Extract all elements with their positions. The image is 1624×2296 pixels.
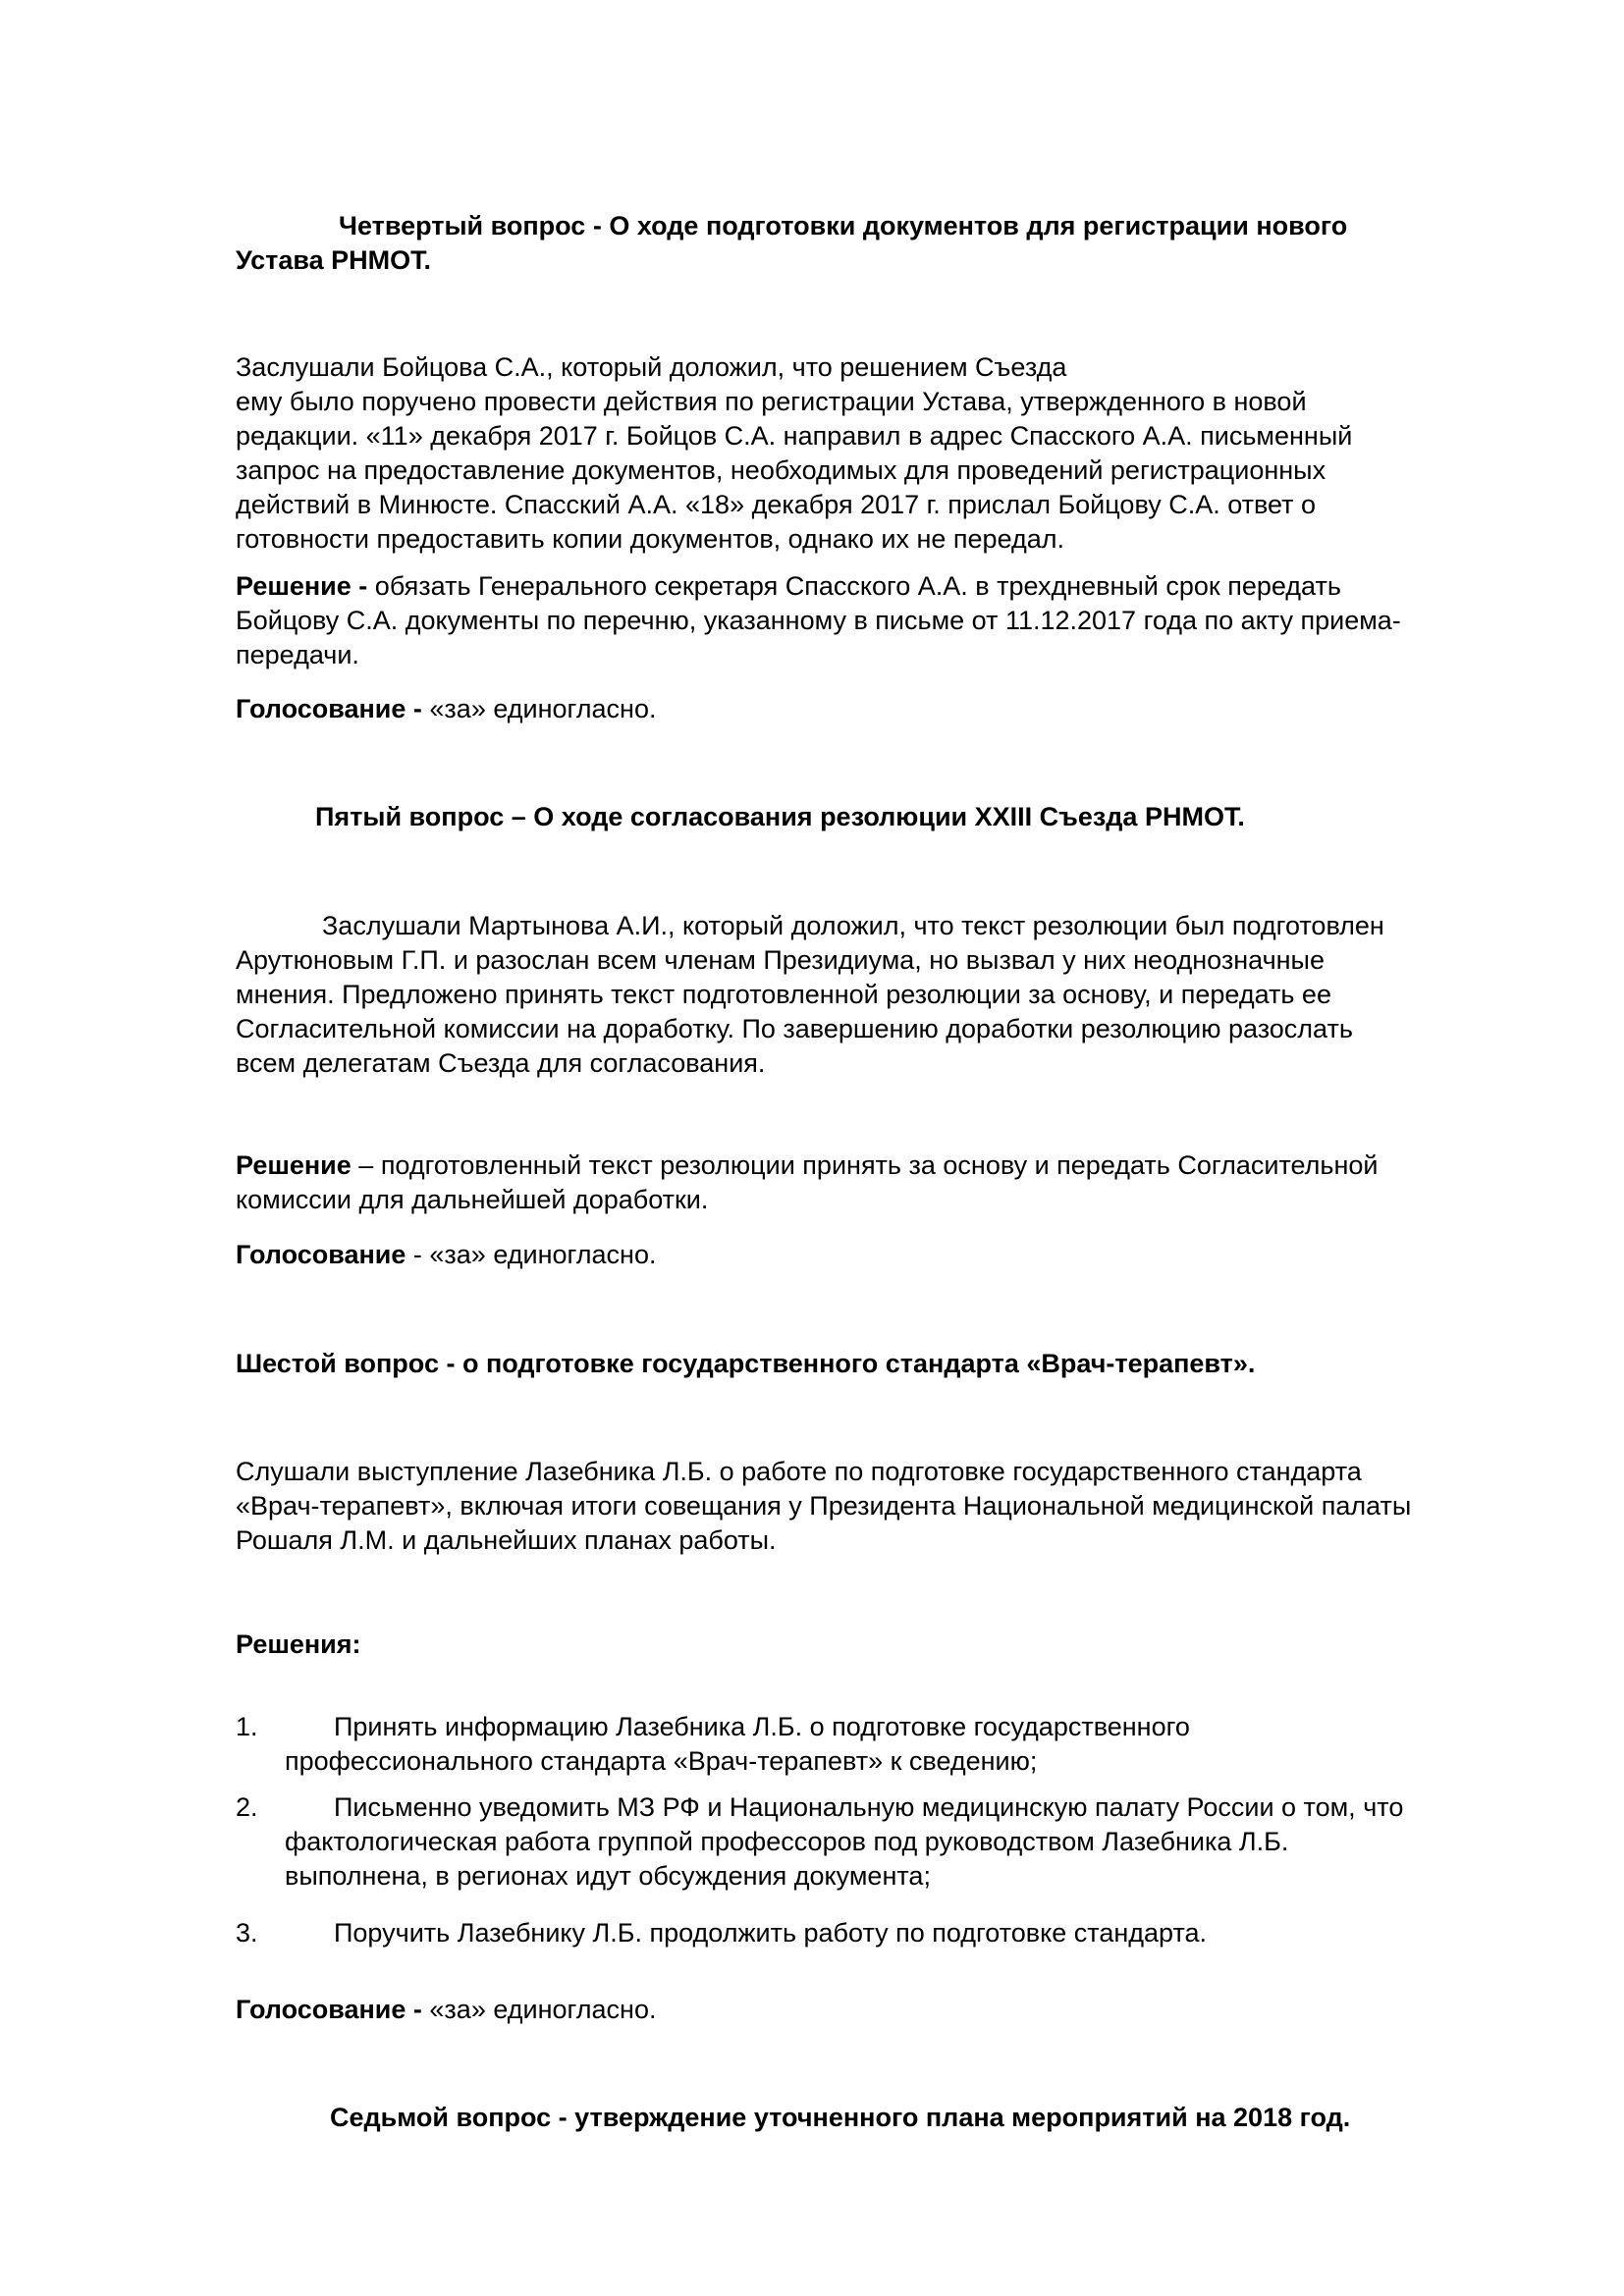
list-number: 1. bbox=[236, 1712, 258, 1741]
q5-heading: Пятый вопрос – О ходе согласования резолюции XXIII Съезда РНМОТ. bbox=[315, 802, 1245, 831]
decision-label: Решение - bbox=[236, 571, 368, 601]
list-number: 2. bbox=[236, 1792, 258, 1822]
decision-label: Решение bbox=[236, 1150, 352, 1180]
q5-vote: Голосование - «за» единогласно. bbox=[236, 1240, 657, 1269]
q4-vote: Голосование - «за» единогласно. bbox=[236, 694, 657, 723]
q6-heading: Шестой вопрос - о подготовке государственного стандарта «Врач-терапевт». bbox=[236, 1349, 1256, 1378]
document-page: Четвертый вопрос - О ходе подготовки документов для регистрации нового Устава РНМОТ. Заслушали Бойцова С.А., который доложил, что решением Съезда ему было поручено провести действия по регистрации Устава, утвержденного в новой редакции. «11» декабря 2017 г. Бойцов С.А. направил в адрес Спасского А.А. письменный запрос на предоставление документов, необходимых для проведений регистрационных действий в Минюсте. Спасский А.А. «18» декабря 2017 г. прислал Бойцову С.А. ответ о готовности предоставить копии документов, однако их не передал. Решение - обязать Генерального секретаря Спасского А.А. в трехдневный срок передать Бойцову С.А. документы по перечню, указанному в письме от 11.12.2017 года по акту приема- передачи. Голосование - «за» единогласно. Пятый вопрос – О ходе согласования резолюции XXIII Съезда РНМОТ. Заслушали Мартынова А.И., который доложил, что текст резолюции был подготовлен Арутюновым Г.П. и разослан всем членам Президиума, но вызвал у них неоднозначные мнения. Предложено принять текст подготовленной резолюции за основу, и передать ее Согласительной комиссии на доработку. По завершению доработки резолюцию разослать всем делегатам Съезда для согласования. Решение – подготовленный текст резолюции принять за основу и передать Согласительной комиссии для дальнейшей доработки. Голосование - «за» единогласно. Шестой вопрос - о подготовке государственного стандарта «Врач-терапевт». Слушали выступление Лазебника Л.Б. о работе по подготовке государственного стандарта «Врач-терапевт», включая итоги совещания у Президента Национальной медицинской палаты Рошаля Л.М. и дальнейших планах работы. Решения: 1. Принять информацию Лазебника Л.Б. о подготовке государственного профессионального стандарта «Врач-терапевт» к сведению; 2. Письменно уведомить МЗ РФ и Национальную медицинскую палату России о том, что фактологическая работа группой профессоров под руководством Лазебника Л.Б. выполнена, в регионах идут обсуждения документа; 3. Поручить Лазебнику Л.Б. продолжить работу по подготовке стандарта. Голосование - «за» единогласно. Седьмой вопрос - утверждение уточненного плана мероприятий на 2018 год. bbox=[0, 0, 1624, 2296]
q7-heading: Седьмой вопрос - утверждение уточненного плана мероприятий на 2018 год. bbox=[330, 2103, 1351, 2132]
vote-label: Голосование - bbox=[236, 694, 422, 723]
vote-label: Голосование - bbox=[236, 1995, 422, 2024]
q4-paragraph: Заслушали Бойцова С.А., который доложил, что решением Съезда ему было поручено провести действия по регистрации Устава, утвержденного в новой редакции. «11» декабря 2017 г. Бойцов С.А. направил в адрес Спасского А.А. письменный запрос на предоставление документов, необходимых для проведений регистрационных действий в Минюсте. Спасский А.А. «18» декабря 2017 г. прислал Бойцову С.А. ответ о готовности предоставить копии документов, однако их не передал. bbox=[236, 352, 1353, 554]
q5-paragraph: Заслушали Мартынова А.И., который доложил, что текст резолюции был подготовлен Арутюновым Г.П. и разослан всем членам Президиума, но вызвал у них неоднозначные мнения. Предложено принять текст подготовленной резолюции за основу, и передать ее Согласительной комиссии на доработку. По завершению доработки резолюцию разослать всем делегатам Съезда для согласования. bbox=[236, 911, 1384, 1078]
list-number: 3. bbox=[236, 1918, 258, 1948]
q6-vote: Голосование - «за» единогласно. bbox=[236, 1995, 657, 2024]
q6-paragraph: Слушали выступление Лазебника Л.Б. о работе по подготовке государственного стандарта «Врач-терапевт», включая итоги совещания у Президента Национальной медицинской палаты Рошаля Л.М. и дальнейших планах работы. bbox=[236, 1457, 1412, 1555]
q6-decisions-label: Решения: bbox=[236, 1629, 361, 1659]
q5-decision: Решение – подготовленный текст резолюции принять за основу и передать Согласительной комиссии для дальнейшей доработки. bbox=[236, 1150, 1379, 1214]
vote-label: Голосование bbox=[236, 1240, 406, 1269]
q4-decision: Решение - обязать Генерального секретаря Спасского А.А. в трехдневный срок передать Бойцову С.А. документы по перечню, указанному в письме от 11.12.2017 года по акту приема- передачи. bbox=[236, 571, 1401, 669]
q4-heading: Четвертый вопрос - О ходе подготовки документов для регистрации нового Устава РНМОТ. bbox=[236, 211, 1348, 275]
